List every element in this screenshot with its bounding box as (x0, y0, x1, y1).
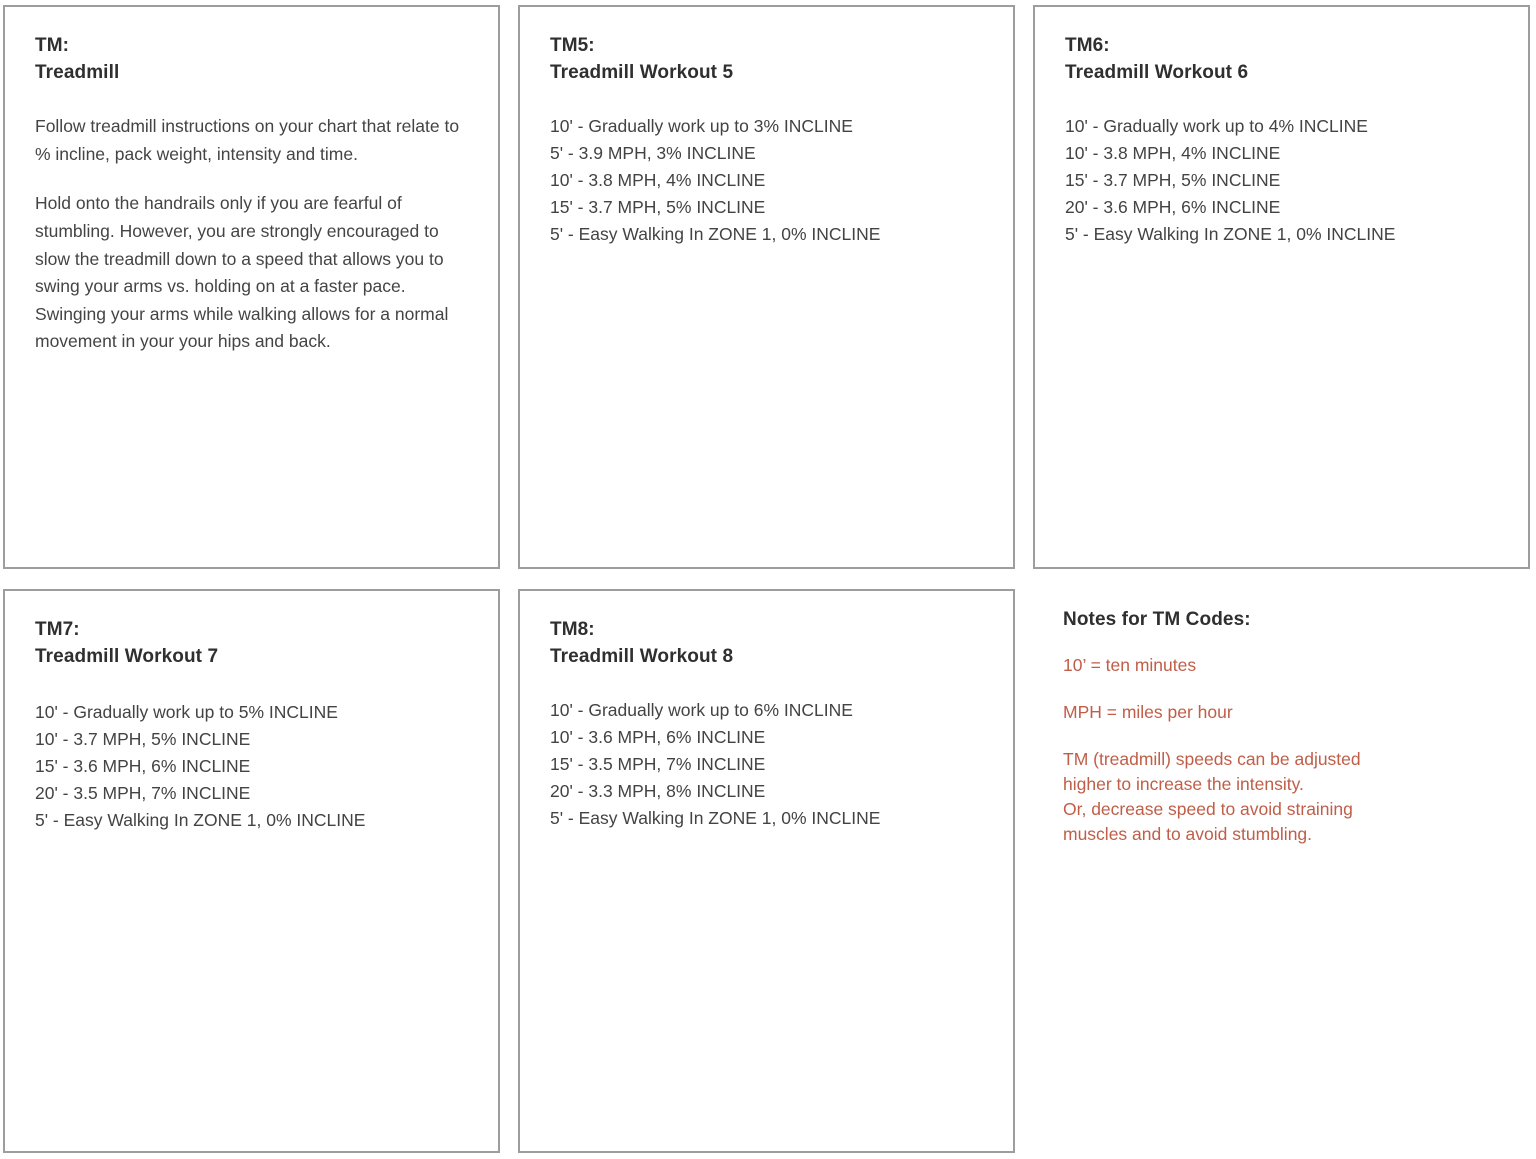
note-line: 10’ = ten minutes (1063, 655, 1197, 675)
notes-panel (1033, 589, 1530, 1153)
card-title: Treadmill Workout 7 (35, 645, 219, 667)
card-tm7 (3, 589, 500, 1153)
workout-step: 10' - Gradually work up to 6% INCLINE (550, 699, 853, 720)
note-block (1063, 747, 1502, 847)
card-title: Treadmill Workout 5 (550, 61, 734, 83)
workout-step: 20' - 3.6 MPH, 6% INCLINE (1065, 196, 1281, 217)
card-heading (35, 617, 470, 671)
workout-step: 15' - 3.6 MPH, 6% INCLINE (35, 755, 251, 776)
workout-step: 10' - Gradually work up to 4% INCLINE (1065, 115, 1368, 136)
workout-step: 5' - Easy Walking In ZONE 1, 0% INCLINE (550, 223, 881, 244)
card-code: TM8: (550, 619, 595, 640)
workout-step-list (35, 699, 470, 834)
card-tm5 (518, 5, 1015, 569)
workout-step: 10' - 3.8 MPH, 4% INCLINE (550, 169, 766, 190)
card-paragraph: Hold onto the handrails only if you are fearful of stumbling. However, you are strongly encouraged to slow the treadmill down to a speed that allows you to swing your arms vs. holding on at a faster pace. Swinging your arms while walking allows for a normal movement in your your hips and back. (35, 193, 449, 352)
card-tm-treadmill (3, 5, 500, 569)
workout-step: 10' - Gradually work up to 3% INCLINE (550, 115, 853, 136)
workout-step: 5' - 3.9 MPH, 3% INCLINE (550, 142, 756, 163)
workout-step: 15' - 3.7 MPH, 5% INCLINE (1065, 169, 1281, 190)
card-tm8 (518, 589, 1015, 1153)
workout-step-list (550, 113, 985, 248)
workout-step: 20' - 3.3 MPH, 8% INCLINE (550, 780, 766, 801)
note-line: MPH = miles per hour (1063, 702, 1233, 722)
workout-step-list (1065, 113, 1500, 248)
note-block (1063, 700, 1502, 725)
card-paragraph: Follow treadmill instructions on your chart that relate to % incline, pack weight, intensity and time. (35, 115, 460, 164)
card-code: TM6: (1065, 35, 1110, 56)
note-block (1063, 653, 1502, 678)
card-heading (550, 617, 985, 671)
card-heading (550, 33, 985, 87)
workout-step: 10' - 3.7 MPH, 5% INCLINE (35, 728, 251, 749)
note-line: muscles and to avoid stumbling. (1063, 824, 1313, 844)
card-code: TM: (35, 35, 70, 56)
notes-heading: Notes for TM Codes: (1063, 609, 1251, 630)
card-title: Treadmill Workout 8 (550, 645, 734, 667)
card-code: TM7: (35, 619, 80, 640)
workout-step: 10' - 3.6 MPH, 6% INCLINE (550, 726, 766, 747)
workout-step-list (550, 697, 985, 832)
workout-step: 10' - Gradually work up to 5% INCLINE (35, 701, 338, 722)
card-tm6 (1033, 5, 1530, 569)
workout-step: 5' - Easy Walking In ZONE 1, 0% INCLINE (1065, 223, 1396, 244)
workout-step: 15' - 3.5 MPH, 7% INCLINE (550, 753, 766, 774)
workout-step: 5' - Easy Walking In ZONE 1, 0% INCLINE (35, 809, 366, 830)
note-line: higher to increase the intensity. (1063, 774, 1304, 794)
card-title: Treadmill (35, 61, 120, 83)
workout-step: 15' - 3.7 MPH, 5% INCLINE (550, 196, 766, 217)
workout-step: 5' - Easy Walking In ZONE 1, 0% INCLINE (550, 807, 881, 828)
note-line: TM (treadmill) speeds can be adjusted (1063, 749, 1361, 769)
card-grid (3, 5, 1532, 1153)
workout-step: 20' - 3.5 MPH, 7% INCLINE (35, 782, 251, 803)
card-heading (1065, 33, 1500, 87)
workout-step: 10' - 3.8 MPH, 4% INCLINE (1065, 142, 1281, 163)
card-title: Treadmill Workout 6 (1065, 61, 1249, 83)
card-heading (35, 33, 470, 87)
card-code: TM5: (550, 35, 595, 56)
note-line: Or, decrease speed to avoid straining (1063, 799, 1353, 819)
